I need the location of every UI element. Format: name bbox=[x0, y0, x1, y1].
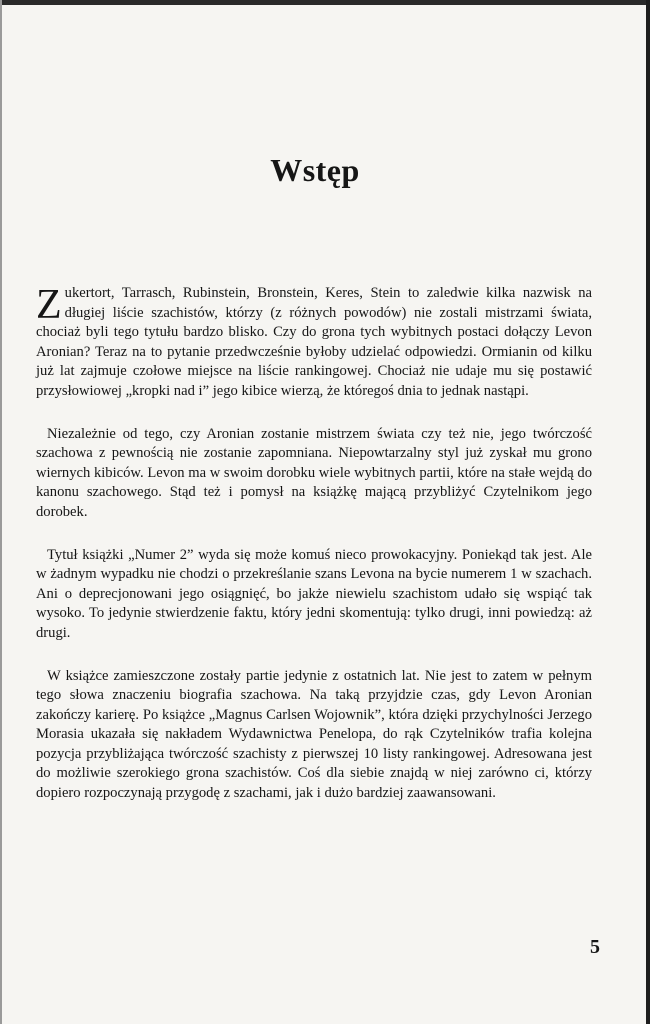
paragraph-1-text: ukertort, Tarrasch, Rubinstein, Bronstein, Keres, Stein to zaledwie kilka nazwisk na długiej liście szachistów, którzy (z różnych powodów) nie zostali mistrzami świata, chociaż byli tego tytułu bardzo blisko. Czy do grona tych wybitnych postaci dołączy Levon Aronian? Teraz na to pytanie przedwcześnie byłoby udzielać odpowiedzi. Ormianin od kilku już lat zajmuje czołowe miejsce na liście rankingowej. Chociaż nie udaje mu się postawić przysłowiowej „kropki nad i” jego kibice wierzą, że któregoś dnia to jednak nastąpi. bbox=[36, 285, 592, 399]
paragraph-1 bbox=[36, 284, 592, 402]
paragraph-4: W książce zamieszczone zostały partie jedynie z ostatnich lat. Nie jest to zatem w pełnym tego słowa znaczeniu biografia szachowa. Na taką przyjdzie czas, gdy Levon Aronian zakończy karierę. Po książce „Magnus Carlsen Wojownik”, która dzięki przychylności Jerzego Morasia ukazała się nakładem Wydawnictwa Penelopa, do rąk Czytelników trafia kolejna pozycja przybliżająca twórczość szachisty z pierwszej 10 listy rankingowej. Adresowana jest do możliwie szerokiego grona szachistów. Coś dla siebie znajdą w niej zarówno ci, którzy dopiero rozpoczynają przygodę z szachami, jak i dużo bardziej zaawansowani. bbox=[36, 667, 592, 802]
page-number: 5 bbox=[590, 936, 600, 958]
paragraph-3: Tytuł książki „Numer 2” wyda się może komuś nieco prowokacyjny. Poniekąd tak jest. Ale w żadnym wypadku nie chodzi o przekreślanie szans Levona na bycie numerem 1 w szachach. Ani o deprecjonowani jego osiągnięć, bo jakże niewielu szachistom udało się wspiąć tak wysoko. To jedynie stwierdzenie faktu, który jedni skomentują: tylko drugi, inni powiedzą: aż drugi. bbox=[36, 546, 592, 641]
chapter-body bbox=[36, 284, 592, 827]
paragraph-2: Niezależnie od tego, czy Aronian zostanie mistrzem świata czy też nie, jego twórczość szachowa z pewnością nie zostanie zapomniana. Niepowtarzalny styl już zyskał mu grono wiernych kibiców. Levon ma w swoim dorobku wiele wybitnych partii, które na stałe wejdą do kanonu szachowego. Stąd też i pomysł na książkę mającą przybliżyć Czytelnikom jego dorobek. bbox=[36, 425, 592, 520]
chapter-title: Wstęp bbox=[270, 152, 360, 188]
scan-edge-top bbox=[0, 0, 650, 5]
drop-cap: Z bbox=[36, 282, 62, 328]
scan-edge-right bbox=[646, 0, 650, 1024]
